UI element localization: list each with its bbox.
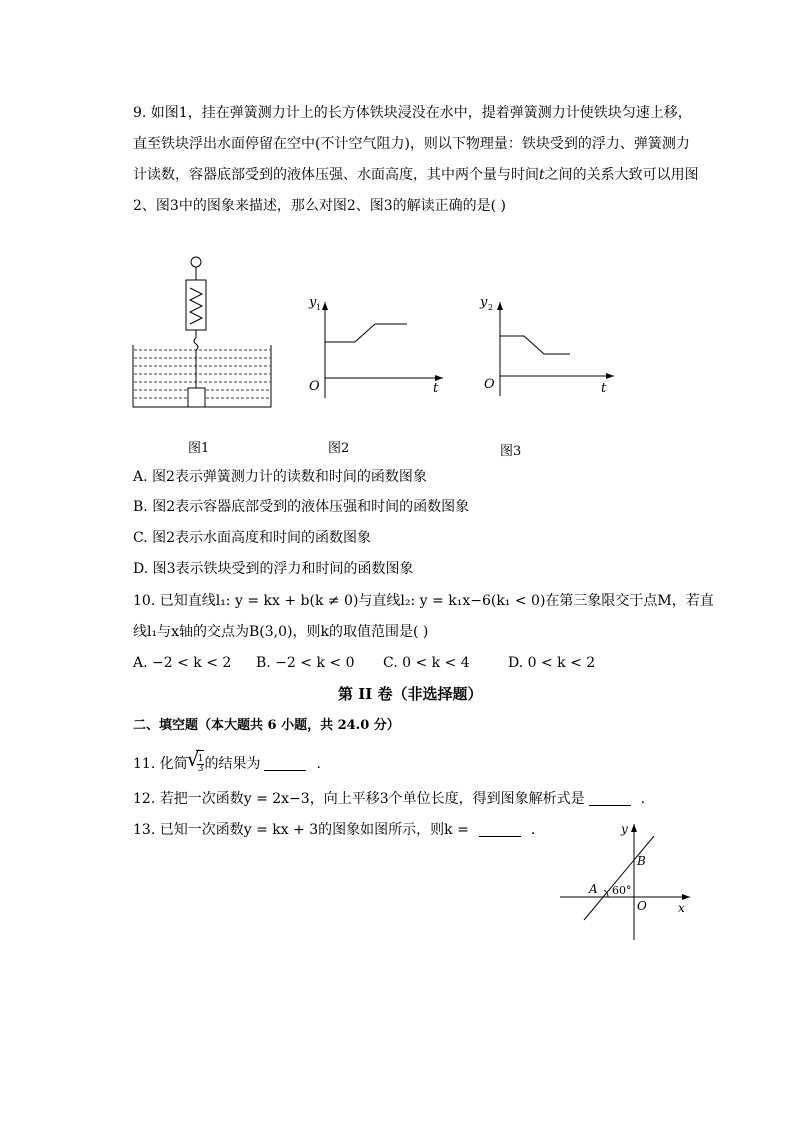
q11-end: . bbox=[316, 756, 321, 772]
q11-answer-blank[interactable] bbox=[264, 756, 306, 771]
q9-line-1: 9. 如图1，挂在弹簧测力计上的长方体铁块浸没在水中，提着弹簧测力计使铁块匀速上移， bbox=[133, 105, 692, 121]
q9-line-3b: 之间的关系大致可以用图 bbox=[544, 167, 699, 183]
figure-1 bbox=[130, 250, 280, 420]
q12-end: . bbox=[640, 791, 646, 807]
q11-numerator: √ 1 bbox=[197, 753, 204, 764]
q13-fig-b: B bbox=[637, 854, 646, 868]
fig3-ysub: 2 bbox=[488, 303, 494, 312]
fill-in-header: 二、填空题（本大题共 6 小题，共 24.0 分） bbox=[133, 718, 400, 733]
q13-text: 13. 已知一次函数y = kx + 3的图象如图所示，则k = bbox=[133, 822, 469, 838]
q11-suffix: 的结果为 bbox=[204, 756, 261, 772]
q9-line-4: 2、图3中的图象来描述，那么对图2、图3的解读正确的是( ) bbox=[133, 198, 507, 214]
q13-fig-angle: 60° bbox=[612, 884, 632, 897]
fig3-caption: 图3 bbox=[500, 444, 522, 459]
q13-fig-y: y bbox=[621, 822, 628, 836]
q9-var-t: t bbox=[539, 167, 545, 183]
q10-option-b: B. −2 < k < 0 bbox=[256, 655, 355, 671]
q9-option-a: A. 图2表示弹簧测力计的读数和时间的函数图象 bbox=[133, 469, 427, 485]
q12 bbox=[133, 789, 645, 809]
q13-end: . bbox=[530, 822, 536, 838]
fig2-ylabel: y bbox=[309, 295, 317, 310]
fig2-t-label: t bbox=[433, 381, 439, 396]
q12-answer-blank[interactable] bbox=[589, 791, 631, 806]
fig2-caption: 图2 bbox=[328, 441, 350, 456]
section-2-title: 第 II 卷（非选择题） bbox=[338, 685, 483, 703]
figure-2 bbox=[295, 290, 455, 400]
q11 bbox=[133, 750, 321, 777]
fig1-caption: 图1 bbox=[188, 441, 210, 456]
q10-line-1: 10. 已知直线l₁: y = kx + b(k ≠ 0)与直线l₂: y = k₁x−6(k₁ < 0)在第三象限交于点M，若直 bbox=[133, 593, 714, 609]
fig2-ysub: 1 bbox=[316, 303, 322, 312]
figure-3 bbox=[466, 290, 626, 400]
q11-denominator: 3 bbox=[197, 763, 204, 774]
q13-fig-x: x bbox=[678, 901, 685, 915]
q11-prefix: 11. 化简 bbox=[133, 756, 188, 772]
q10-option-d: D. 0 < k < 2 bbox=[508, 655, 596, 671]
q13-figure bbox=[558, 818, 698, 943]
q13 bbox=[133, 820, 535, 840]
q9-option-c: C. 图2表示水面高度和时间的函数图象 bbox=[133, 530, 372, 546]
q10-option-a: A. −2 < k < 2 bbox=[133, 655, 232, 671]
q9-line-3a: 计读数，容器底部受到的液体压强、水面高度，其中两个量与时间 bbox=[133, 167, 539, 183]
fig3-origin: O bbox=[484, 377, 495, 392]
q13-fig-a: A bbox=[589, 882, 598, 896]
q9-option-b: B. 图2表示容器底部受到的液体压强和时间的函数图象 bbox=[133, 499, 470, 515]
q12-text: 12. 若把一次函数y = 2x−3，向上平移3个单位长度，得到图象解析式是 bbox=[133, 791, 585, 807]
sqrt-expression bbox=[196, 750, 205, 777]
q10-line-2: 线l₁与x轴的交点为B(3,0)，则k的取值范围是( ) bbox=[133, 624, 429, 640]
q13-answer-blank[interactable] bbox=[479, 822, 521, 837]
q10-option-c: C. 0 < k < 4 bbox=[383, 655, 470, 671]
q9-line-2: 直至铁块浮出水面停留在空中(不计空气阻力)，则以下物理量：铁块受到的浮力、弹簧测力 bbox=[133, 136, 690, 152]
fig3-ylabel: y bbox=[480, 295, 488, 310]
fig2-origin: O bbox=[309, 379, 320, 394]
q9-option-d: D. 图3表示铁块受到的浮力和时间的函数图象 bbox=[133, 561, 414, 577]
q13-fig-o: O bbox=[637, 899, 647, 913]
fig3-t-label: t bbox=[601, 381, 607, 396]
q9-line-3 bbox=[133, 165, 699, 185]
